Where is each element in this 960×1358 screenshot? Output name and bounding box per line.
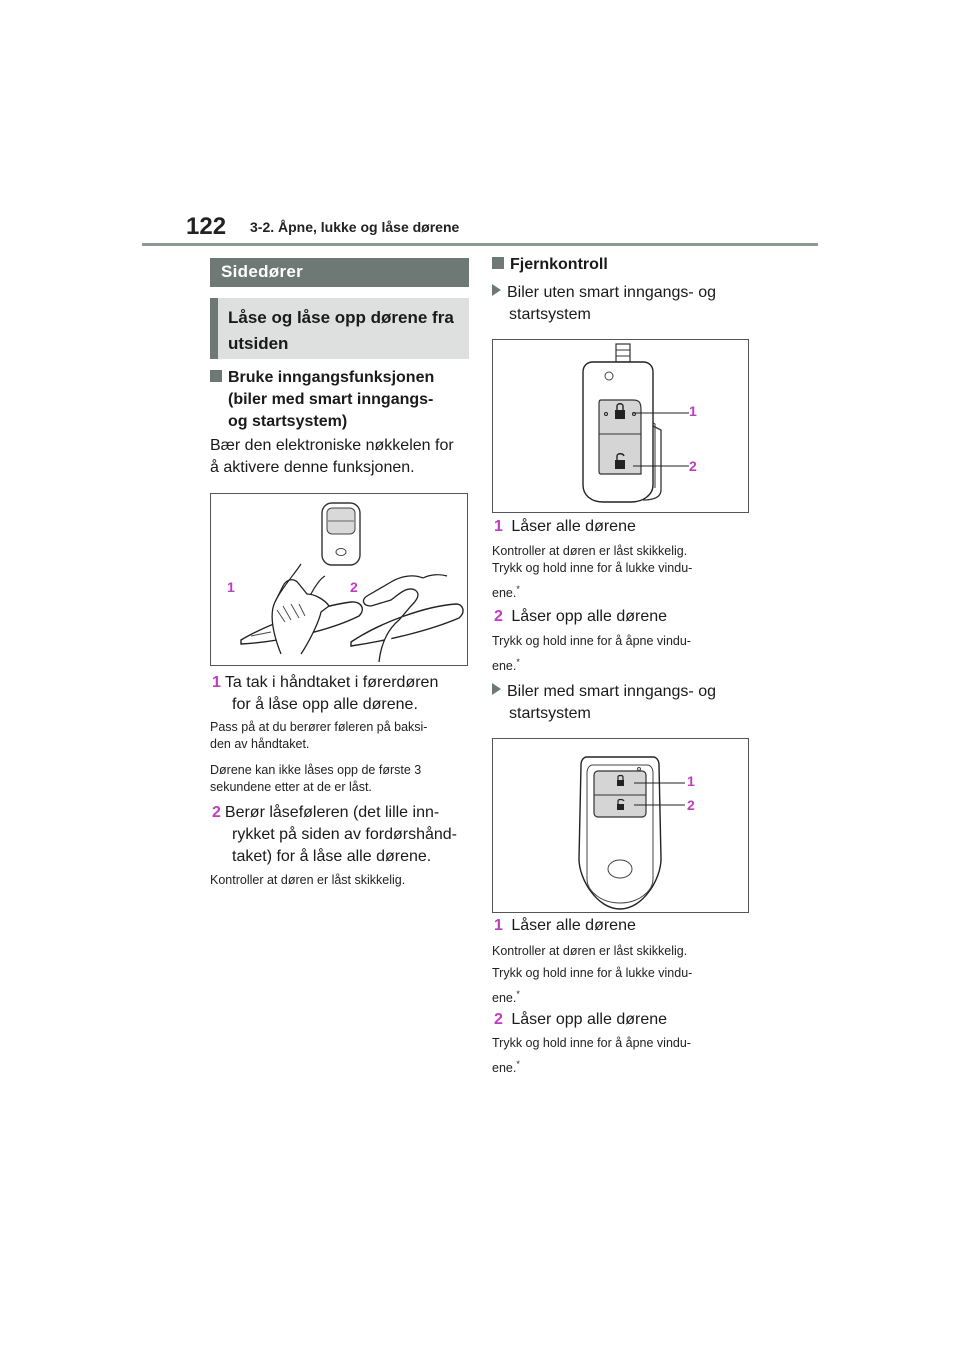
remote-heading: Fjernkontroll	[492, 254, 608, 276]
square-bullet-icon	[492, 257, 504, 269]
figure-callout-1: 1	[227, 579, 235, 595]
smart-key-note-3: Trykk og hold inne for å åpne vindu- ene.*	[492, 1036, 691, 1076]
flip-key-illustration	[493, 340, 750, 514]
entry-function-heading: Bruke inngangsfunksjonen (biler med smart inngangs- og startsystem)	[210, 367, 470, 433]
step-1: 1 Ta tak i håndtaket i førerdøren for å låse opp alle dørene.	[212, 674, 439, 713]
figure-callout-2: 2	[350, 579, 358, 595]
flip-key-note-2: Trykk og hold inne for å åpne vindu- ene.*	[492, 634, 691, 674]
header-rule	[142, 243, 818, 246]
figure-callout-1: 1	[689, 403, 697, 419]
note-sensor: Pass på at du berører føleren på baksi- den av håndtaket.	[210, 720, 428, 751]
subsection-band-title: Låse og låse opp dørene fra utsiden	[228, 308, 454, 353]
section-band-title: Sidedører	[221, 262, 304, 281]
smart-key-item-2: 2 Låser opp alle dørene	[494, 1011, 668, 1028]
figure-callout-2: 2	[687, 797, 695, 813]
flip-key-figure	[492, 339, 749, 513]
note-check-locked: Kontroller at døren er låst skikkelig.	[210, 873, 406, 887]
smart-key-note-1: Kontroller at døren er låst skikkelig.	[492, 944, 688, 958]
step-number: 1	[212, 674, 221, 691]
flip-key-note-1: Kontroller at døren er låst skikkelig. Trykk og hold inne for å lukke vindu- ene.*	[492, 544, 693, 601]
figure-callout-2: 2	[689, 458, 697, 474]
smart-key-item-1: 1 Låser alle dørene	[494, 917, 636, 934]
intro-text: Bær den elektroniske nøkkelen for å aktivere denne funksjonen.	[210, 437, 454, 476]
section-band	[210, 258, 469, 287]
smart-key-illustration	[493, 739, 750, 914]
door-handle-figure	[210, 493, 468, 666]
note-unlock-delay: Dørene kan ikke låses opp de første 3 sekundene etter at de er låst.	[210, 763, 422, 794]
triangle-bullet-icon	[492, 683, 501, 695]
figure-callout-1: 1	[687, 773, 695, 789]
step-number: 1	[494, 518, 503, 535]
smart-key-figure	[492, 738, 749, 913]
page-number: 122	[186, 213, 227, 240]
step-number: 2	[494, 1011, 503, 1028]
subheading-with-smart: Biler med smart inngangs- og startsystem	[492, 681, 752, 725]
step-2: 2 Berør låseføleren (det lille inn- rykket på siden av fordørshånd- taket) for å låse alle dørene.	[212, 804, 457, 865]
flip-key-item-1: 1 Låser alle dørene	[494, 518, 636, 535]
step-number: 2	[212, 804, 221, 821]
step-number: 1	[494, 917, 503, 934]
triangle-bullet-icon	[492, 284, 501, 296]
subsection-band	[210, 298, 469, 359]
step-number: 2	[494, 608, 503, 625]
smart-key-note-2: Trykk og hold inne for å lukke vindu- ene.*	[492, 966, 693, 1006]
flip-key-item-2: 2 Låser opp alle dørene	[494, 608, 668, 625]
section-title: 3-2. Åpne, lukke og låse dørene	[250, 219, 460, 235]
square-bullet-icon	[210, 370, 222, 382]
subheading-without-smart: Biler uten smart inngangs- og startsystem	[492, 282, 752, 326]
door-handle-illustration	[211, 494, 469, 667]
